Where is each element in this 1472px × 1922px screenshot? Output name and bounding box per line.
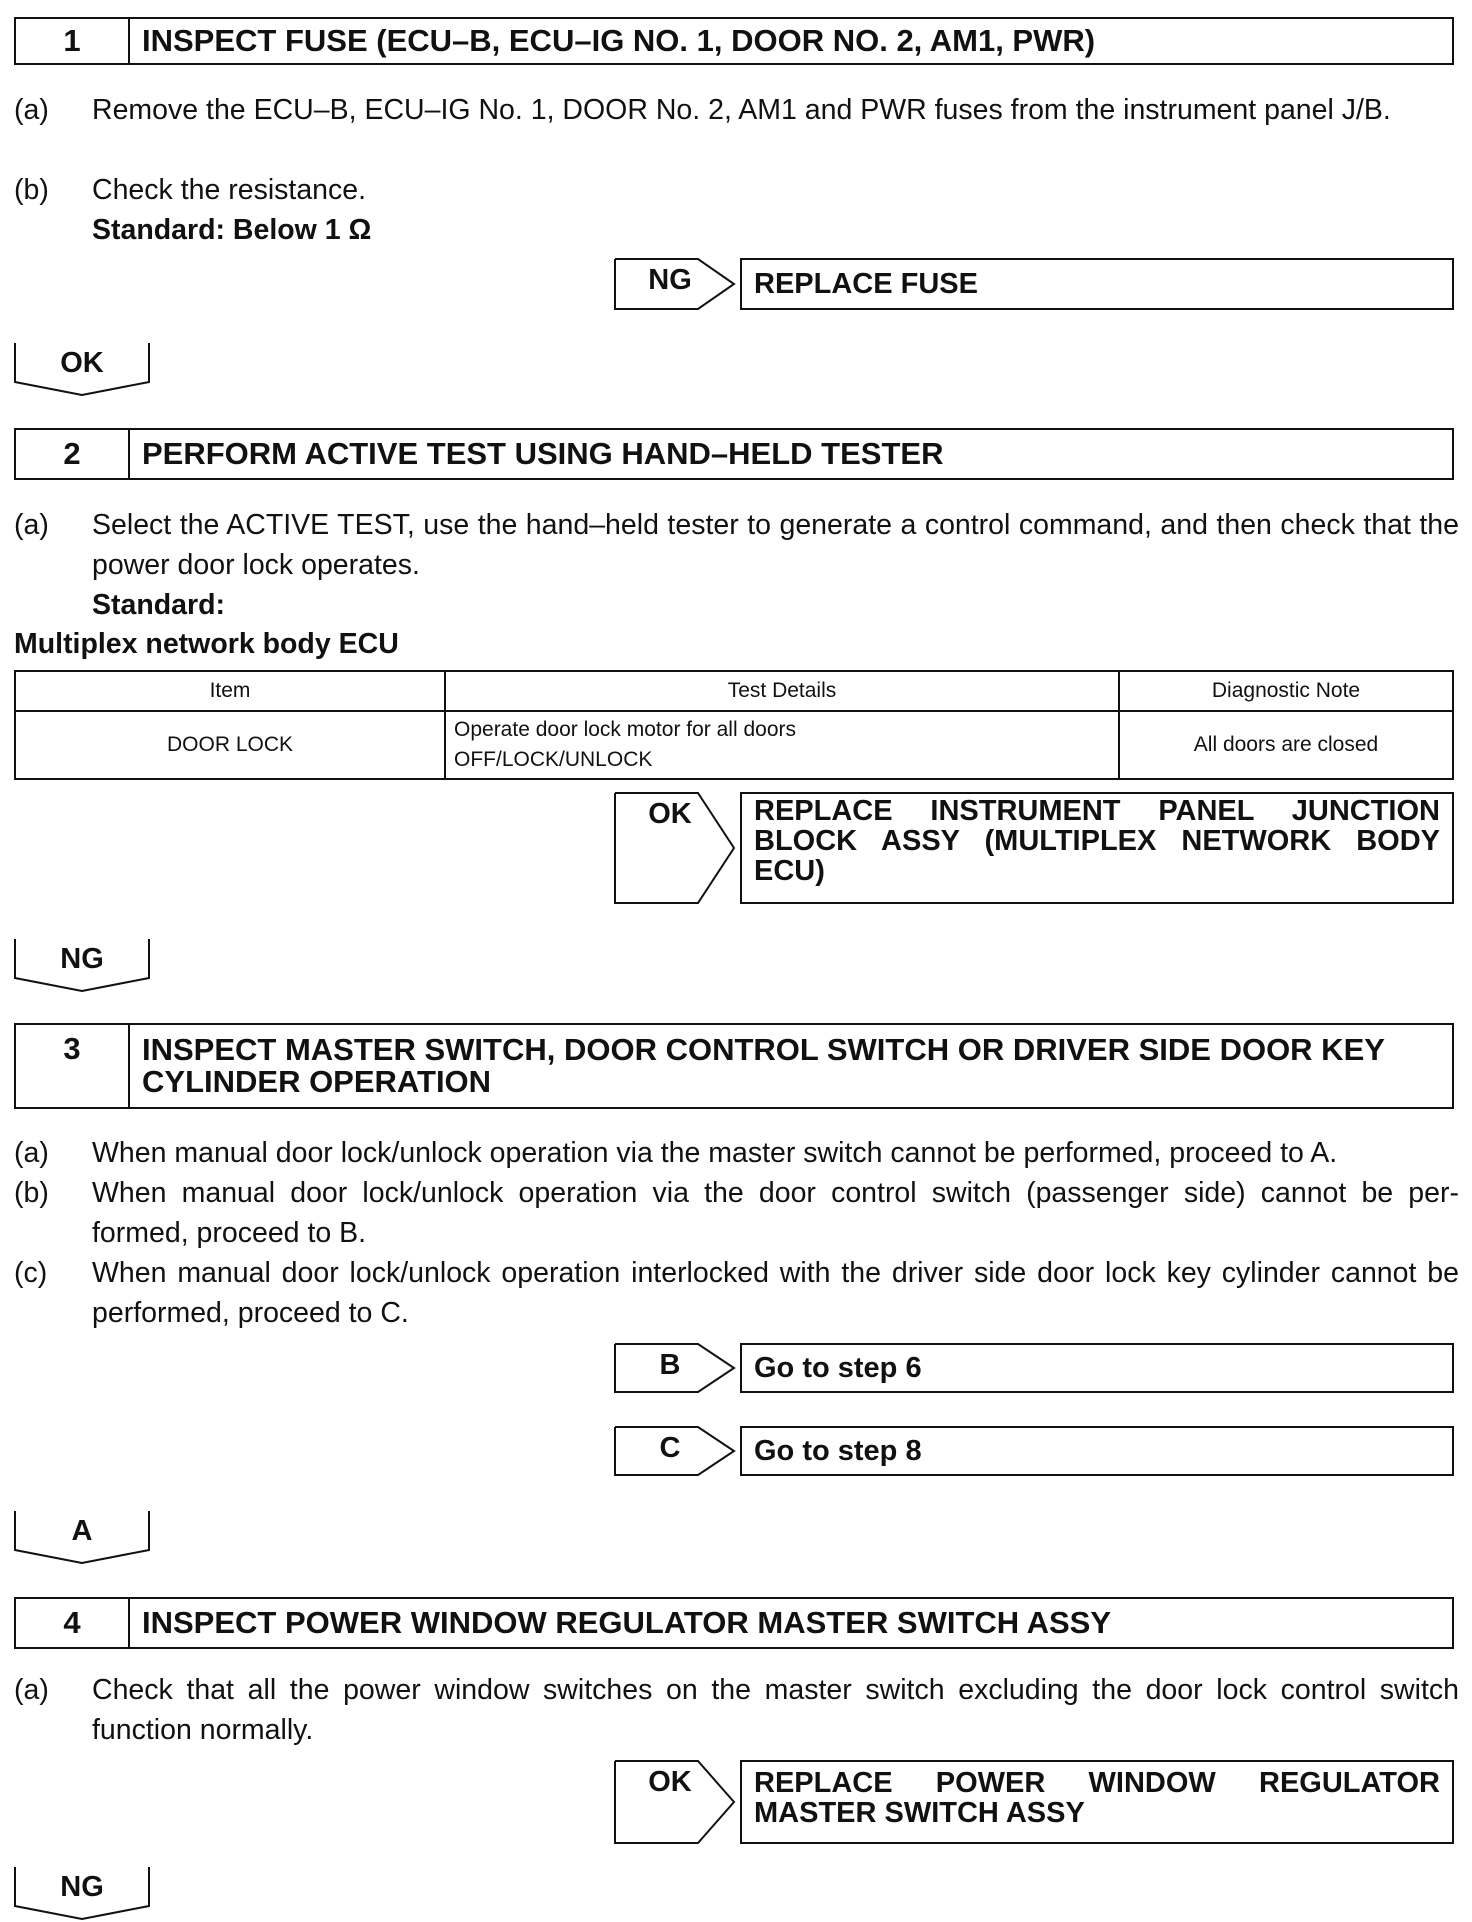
result-text: REPLACE POWER WINDOW REGULATOR MASTER SWITCH ASSY: [740, 1760, 1454, 1844]
test-details-line: Operate door lock motor for all doors: [454, 718, 796, 741]
cell-test-details: [445, 711, 1119, 779]
item-text: Remove the ECU–B, ECU–IG No. 1, DOOR No. 2, AM1 and PWR fuses from the instrument panel J/B.: [92, 94, 1391, 126]
column-header-diagnostic-note: Diagnostic Note: [1119, 671, 1453, 711]
step-1-header: [14, 17, 1454, 65]
item-label: (c): [14, 1257, 48, 1289]
step-number: 1: [16, 19, 130, 63]
item-label: (b): [14, 1177, 49, 1209]
flow-label: OK: [60, 347, 104, 379]
item-text: When manual door lock/unlock operation via the door control switch (passenger side) cannot be per- formed, proceed to B.: [92, 1177, 1459, 1249]
result-b-go-to-step-6: [614, 1343, 1454, 1393]
standard-value: Standard: Below 1 Ω: [92, 214, 372, 246]
result-tag: [614, 1426, 736, 1476]
item-text: Check that all the power window switches on the master switch excluding the door lock control switch function normally.: [92, 1674, 1459, 1746]
result-ok-replace-junction-block: [614, 792, 1454, 904]
item-label: (a): [14, 1137, 49, 1169]
step-number: 4: [16, 1599, 130, 1647]
result-tag: [614, 792, 736, 904]
flow-down-ng: [14, 938, 150, 992]
result-tag-label: OK: [648, 1766, 692, 1798]
standard-value: Standard:: [92, 589, 226, 621]
instruction-item: [14, 1670, 1459, 1750]
result-tag-label: NG: [648, 264, 692, 296]
step-title: INSPECT MASTER SWITCH, DOOR CONTROL SWITCH OR DRIVER SIDE DOOR KEY CYLINDER OPERATION: [142, 1032, 1385, 1099]
result-tag-label: OK: [648, 798, 692, 830]
step-4-header: [14, 1597, 1454, 1649]
result-tag: [614, 1343, 736, 1393]
item-text: When manual door lock/unlock operation via the master switch cannot be performed, proceed to A.: [92, 1137, 1338, 1169]
step-number: 3: [16, 1025, 130, 1107]
result-ng-replace-fuse: [614, 258, 1454, 310]
step-number: 2: [16, 430, 130, 478]
step-title: PERFORM ACTIVE TEST USING HAND–HELD TESTER: [142, 436, 944, 471]
instruction-item: [14, 170, 1459, 210]
result-tag: [614, 1760, 736, 1844]
step-title: INSPECT POWER WINDOW REGULATOR MASTER SWITCH ASSY: [142, 1605, 1112, 1640]
result-tag-label: B: [659, 1349, 681, 1381]
result-tag-label: C: [659, 1432, 681, 1464]
item-label: (b): [14, 174, 49, 206]
table-caption: Multiplex network body ECU: [14, 628, 399, 660]
cell-diagnostic-note: All doors are closed: [1119, 711, 1453, 779]
step-3-header: [14, 1023, 1454, 1109]
flow-label: A: [71, 1515, 93, 1547]
result-text: Go to step 6: [740, 1343, 1454, 1393]
table-header-row: [15, 671, 1453, 711]
instruction-item: [14, 505, 1459, 585]
result-text: REPLACE FUSE: [740, 258, 1454, 310]
item-text: Check the resistance.: [92, 174, 367, 206]
result-tag: [614, 258, 736, 310]
item-label: (a): [14, 94, 49, 126]
flow-label: NG: [60, 1871, 104, 1903]
flow-down-ng: [14, 1866, 150, 1920]
flow-label: NG: [60, 943, 104, 975]
cell-item: DOOR LOCK: [15, 711, 445, 779]
item-label: (a): [14, 509, 49, 541]
step-2-header: [14, 428, 1454, 480]
result-text: Go to step 8: [740, 1426, 1454, 1476]
result-text: REPLACE INSTRUMENT PANEL JUNCTION BLOCK ASSY (MULTIPLEX NETWORK BODY ECU): [740, 792, 1454, 904]
active-test-table: [14, 670, 1454, 780]
item-text: Select the ACTIVE TEST, use the hand–held tester to generate a control command, and then check that the power door lock operates.: [92, 509, 1459, 581]
test-details-line: OFF/LOCK/UNLOCK: [454, 748, 653, 771]
column-header-item: Item: [15, 671, 445, 711]
item-label: (a): [14, 1674, 49, 1706]
result-ok-replace-master-switch: [614, 1760, 1454, 1844]
instruction-item: [14, 90, 1459, 170]
flow-down-ok: [14, 342, 150, 396]
result-c-go-to-step-8: [614, 1426, 1454, 1476]
item-text: When manual door lock/unlock operation interlocked with the driver side door lock key cylinder cannot be performed, proceed to C.: [92, 1257, 1459, 1329]
table-row: [15, 711, 1453, 779]
flow-down-a: [14, 1510, 150, 1564]
column-header-test-details: Test Details: [445, 671, 1119, 711]
instruction-item: [14, 1253, 1459, 1333]
step-title: INSPECT FUSE (ECU–B, ECU–IG NO. 1, DOOR NO. 2, AM1, PWR): [142, 23, 1096, 58]
instruction-item: [14, 1173, 1459, 1253]
instruction-item: [14, 1133, 1459, 1173]
